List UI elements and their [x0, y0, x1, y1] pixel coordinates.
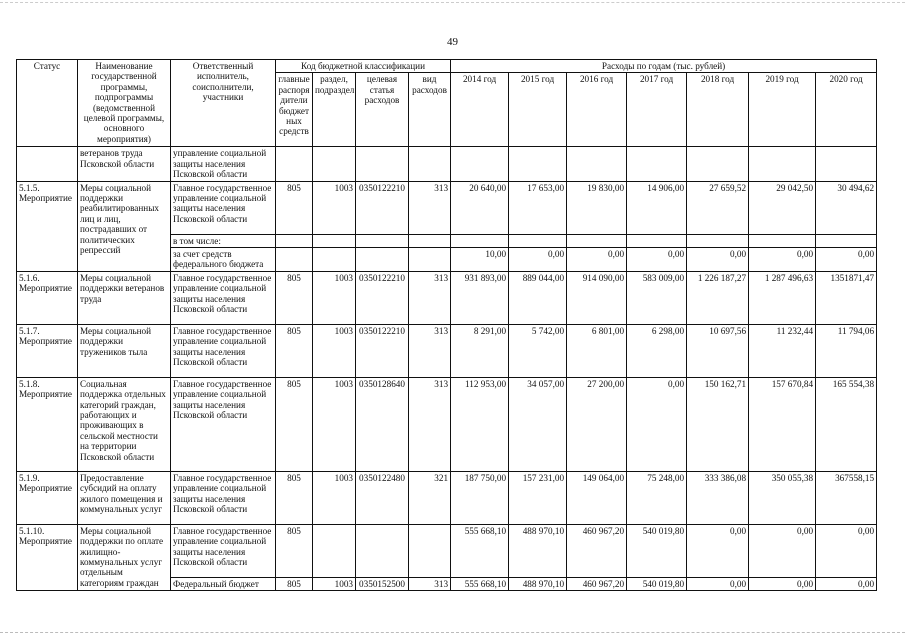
cell-empty: [356, 234, 409, 247]
col-name: Наименование государственной программы, подпрограммы (ведомственной целевой программы, основного мероприятия): [78, 60, 171, 147]
cell-vr: 313: [409, 377, 451, 471]
table-row-continuation: [17, 147, 877, 181]
cell-grbs: 805: [276, 377, 313, 471]
cell-grbs: 805: [276, 324, 313, 377]
cell-rzpr: 1003: [313, 271, 356, 324]
cell-2017: 14 906,00: [627, 181, 687, 234]
cell-grbs: 805: [276, 181, 313, 234]
cell-2014: 931 893,00: [451, 271, 509, 324]
cell-vr: 313: [409, 271, 451, 324]
cell-name: Меры социальной поддержки по оплате жилищно-коммунальных услуг отдельным категориям граждан: [78, 524, 171, 590]
col-vr: вид расходов: [409, 73, 451, 147]
col-year-2017: 2017 год: [627, 73, 687, 147]
cell-2016: 27 200,00: [567, 377, 627, 471]
page-number: 49: [447, 36, 458, 48]
cell-empty: [687, 147, 749, 181]
cell-empty: [313, 147, 356, 181]
cell-name: Предоставление субсидий на оплату жилого помещения и коммунальных услуг: [78, 471, 171, 524]
cell-rzpr: 1003: [313, 181, 356, 234]
col-grbs: главные распоря дители бюджет ных средств: [276, 73, 313, 147]
cell-empty: [276, 234, 313, 247]
cell-2015: 34 057,00: [509, 377, 567, 471]
cell-2017: 540 019,80: [627, 524, 687, 577]
cell-2014: 112 953,00: [451, 377, 509, 471]
cell-2020: 0,00: [816, 577, 877, 590]
cell-empty: [276, 248, 313, 272]
cell-2017: 0,00: [627, 248, 687, 272]
cell-empty: [816, 147, 877, 181]
cell-2018: 0,00: [687, 248, 749, 272]
col-year-2020: 2020 год: [816, 73, 877, 147]
cell-responsible: Главное государственное управление социальной защиты населения Псковской области: [171, 524, 276, 577]
cell-responsible: Главное государственное управление социальной защиты населения Псковской области: [171, 181, 276, 234]
cell-2018: 27 659,52: [687, 181, 749, 234]
cell-2014: 10,00: [451, 248, 509, 272]
cell-empty: [356, 524, 409, 577]
cell-empty: [451, 234, 509, 247]
col-status: Статус: [17, 60, 78, 147]
cell-2014: 20 640,00: [451, 181, 509, 234]
cell-rzpr: 1003: [313, 377, 356, 471]
cell-2018: 150 162,71: [687, 377, 749, 471]
cell-2020: 11 794,06: [816, 324, 877, 377]
cell-status: 5.1.5. Мероприятие: [17, 181, 78, 271]
cell-csr: 0350122210: [356, 271, 409, 324]
cell-csr: 0350122210: [356, 181, 409, 234]
cell-grbs: 805: [276, 577, 313, 590]
cell-2017: 6 298,00: [627, 324, 687, 377]
table-row-5-1-5: [17, 181, 877, 234]
cell-empty: [313, 524, 356, 577]
cell-empty: [356, 147, 409, 181]
cell-empty: [816, 234, 877, 247]
cell-2020: 0,00: [816, 524, 877, 577]
cell-empty: [451, 147, 509, 181]
cell-2014: 187 750,00: [451, 471, 509, 524]
col-rzpr: раздел, подраздел: [313, 73, 356, 147]
cell-2018: 0,00: [687, 524, 749, 577]
cell-empty: [749, 234, 816, 247]
table-row-5-1-6: [17, 271, 877, 324]
cell-2019: 0,00: [749, 577, 816, 590]
scan-artifact-top: [0, 2, 905, 4]
cell-including: в том числе:: [171, 234, 276, 247]
cell-responsible: Главное государственное управление социальной защиты населения Псковской области: [171, 471, 276, 524]
cell-empty: [313, 234, 356, 247]
col-year-2018: 2018 год: [687, 73, 749, 147]
table-row-5-1-9: [17, 471, 877, 524]
cell-federal-label: Федеральный бюджет: [171, 577, 276, 590]
cell-2017: 540 019,80: [627, 577, 687, 590]
cell-2016: 460 967,20: [567, 524, 627, 577]
cell-vr: 313: [409, 577, 451, 590]
cell-empty: [409, 248, 451, 272]
cell-rzpr: 1003: [313, 324, 356, 377]
cell-2015: 488 970,10: [509, 524, 567, 577]
cell-name: Меры социальной поддержки ветеранов труда: [78, 271, 171, 324]
cell-2020: 30 494,62: [816, 181, 877, 234]
cell-2016: 914 090,00: [567, 271, 627, 324]
cell-2019: 29 042,50: [749, 181, 816, 234]
cell-grbs: 805: [276, 271, 313, 324]
cell-empty: [627, 147, 687, 181]
cell-2016: 460 967,20: [567, 577, 627, 590]
col-year-2015: 2015 год: [509, 73, 567, 147]
cell-responsible: Главное государственное управление социальной защиты населения Псковской области: [171, 271, 276, 324]
table-row-5-1-10: [17, 524, 877, 577]
cell-2015: 889 044,00: [509, 271, 567, 324]
cell-empty: [509, 234, 567, 247]
cell-responsible: управление социальной защиты населения Псковской области: [171, 147, 276, 181]
cell-2020: 0,00: [816, 248, 877, 272]
col-group-expenses: Расходы по годам (тыс. рублей): [451, 60, 877, 73]
cell-2016: 19 830,00: [567, 181, 627, 234]
cell-responsible: Главное государственное управление социальной защиты населения Псковской области: [171, 377, 276, 471]
cell-empty: [567, 147, 627, 181]
table-row-5-1-7: [17, 324, 877, 377]
cell-vr: 313: [409, 324, 451, 377]
col-year-2016: 2016 год: [567, 73, 627, 147]
cell-status: 5.1.7. Мероприятие: [17, 324, 78, 377]
cell-status: 5.1.9. Мероприятие: [17, 471, 78, 524]
cell-2018: 333 386,08: [687, 471, 749, 524]
cell-2015: 0,00: [509, 248, 567, 272]
cell-empty: [509, 147, 567, 181]
cell-csr: 0350122480: [356, 471, 409, 524]
cell-2019: 157 670,84: [749, 377, 816, 471]
cell-empty: [409, 147, 451, 181]
cell-status: 5.1.6. Мероприятие: [17, 271, 78, 324]
cell-2018: 0,00: [687, 577, 749, 590]
cell-empty: [409, 234, 451, 247]
cell-csr: 0350152500: [356, 577, 409, 590]
col-group-code: Код бюджетной классификации: [276, 60, 451, 73]
cell-2018: 1 226 187,27: [687, 271, 749, 324]
cell-2020: 367558,15: [816, 471, 877, 524]
table-row-5-1-8: [17, 377, 877, 471]
cell-2019: 11 232,44: [749, 324, 816, 377]
col-csr: целевая статья расходов: [356, 73, 409, 147]
cell-2019: 350 055,38: [749, 471, 816, 524]
cell-federal-label: за счет средств федерального бюджета: [171, 248, 276, 272]
cell-vr: 321: [409, 471, 451, 524]
cell-status: 5.1.10. Мероприятие: [17, 524, 78, 590]
cell-rzpr: 1003: [313, 471, 356, 524]
cell-csr: 0350122210: [356, 324, 409, 377]
cell-grbs: 805: [276, 524, 313, 577]
cell-2017: 75 248,00: [627, 471, 687, 524]
budget-table: [16, 59, 877, 591]
cell-2016: 6 801,00: [567, 324, 627, 377]
cell-name: Социальная поддержка отдельных категорий граждан, работающих и проживающих в сельской местности на территории Псковской области: [78, 377, 171, 471]
cell-name: Меры социальной поддержки тружеников тыла: [78, 324, 171, 377]
cell-2016: 0,00: [567, 248, 627, 272]
cell-empty: [313, 248, 356, 272]
cell-name: ветеранов труда Псковской области: [78, 147, 171, 181]
cell-2017: 0,00: [627, 377, 687, 471]
cell-2015: 5 742,00: [509, 324, 567, 377]
cell-empty: [356, 248, 409, 272]
cell-status: [17, 147, 78, 181]
cell-2014: 8 291,00: [451, 324, 509, 377]
cell-vr: 313: [409, 181, 451, 234]
cell-empty: [627, 234, 687, 247]
cell-2016: 149 064,00: [567, 471, 627, 524]
cell-csr: 0350128640: [356, 377, 409, 471]
cell-2015: 157 231,00: [509, 471, 567, 524]
cell-empty: [567, 234, 627, 247]
cell-empty: [749, 147, 816, 181]
cell-2019: 0,00: [749, 524, 816, 577]
cell-name: Меры социальной поддержки реабилитированных лиц и лиц, пострадавших от политических репрессий: [78, 181, 171, 271]
cell-2015: 488 970,10: [509, 577, 567, 590]
cell-2020: 1351871,47: [816, 271, 877, 324]
cell-rzpr: 1003: [313, 577, 356, 590]
cell-2015: 17 653,00: [509, 181, 567, 234]
cell-2014: 555 668,10: [451, 577, 509, 590]
cell-grbs: 805: [276, 471, 313, 524]
cell-2018: 10 697,56: [687, 324, 749, 377]
cell-2019: 1 287 496,63: [749, 271, 816, 324]
cell-empty: [687, 234, 749, 247]
cell-empty: [276, 147, 313, 181]
col-responsible: Ответственный исполнитель, соисполнители, участники: [171, 60, 276, 147]
cell-responsible: Главное государственное управление социальной защиты населения Псковской области: [171, 324, 276, 377]
cell-status: 5.1.8. Мероприятие: [17, 377, 78, 471]
cell-empty: [409, 524, 451, 577]
header-row-1: [17, 60, 877, 73]
scan-artifact-bottom: [0, 632, 905, 634]
cell-2014: 555 668,10: [451, 524, 509, 577]
cell-2019: 0,00: [749, 248, 816, 272]
col-year-2014: 2014 год: [451, 73, 509, 147]
cell-2017: 583 009,00: [627, 271, 687, 324]
col-year-2019: 2019 год: [749, 73, 816, 147]
cell-2020: 165 554,38: [816, 377, 877, 471]
